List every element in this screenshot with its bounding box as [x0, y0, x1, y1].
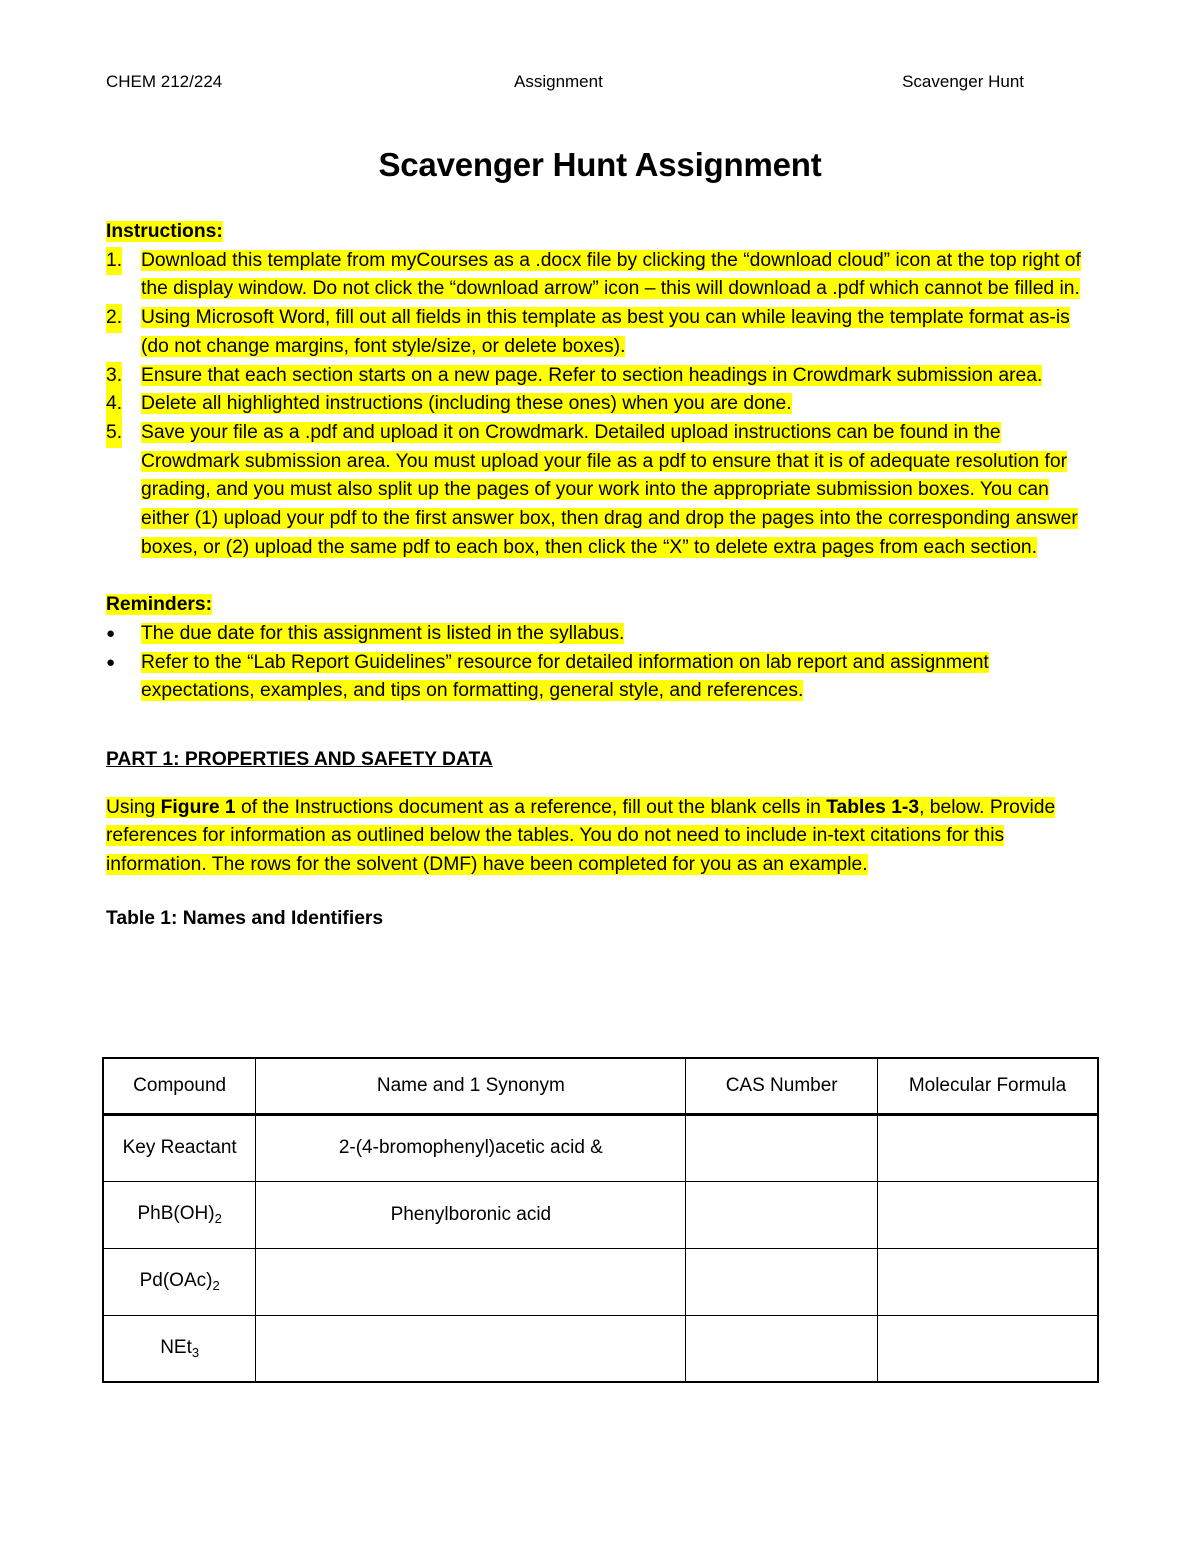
reminders-list [106, 620, 1100, 706]
document-title: Scavenger Hunt Assignment [378, 146, 822, 183]
table1-caption: Table 1: Names and Identifiers [106, 907, 384, 929]
cell-compound: $Pd(OAc)_2$ [103, 1248, 256, 1315]
reminder-text: Refer to the “Lab Report Guidelines” resource for detailed information on lab report and assignment expectations, examples, and tips on formatting, general style, and references. [141, 651, 989, 702]
item-number: 1. [106, 247, 122, 276]
reminders-label: Reminders: [106, 594, 213, 616]
item-text: Using Microsoft Word, fill out all fields in this template as best you can while leaving the template format as-is (do not change margins, font style/size, or delete boxes). [141, 307, 1070, 357]
header-name: Name and 1 Synonym [256, 1058, 686, 1114]
header-cas: CAS Number [686, 1058, 878, 1114]
cell-cas[interactable] [686, 1114, 878, 1181]
cell-formula[interactable] [877, 1181, 1098, 1248]
table-header-row [103, 1058, 1098, 1114]
item-text: Delete all highlighted instructions (including these ones) when you are done. [141, 393, 792, 415]
instruction-item [106, 390, 1100, 419]
instruction-item [106, 362, 1100, 391]
cell-cas[interactable] [686, 1315, 878, 1382]
part1-heading: PART 1: PROPERTIES AND SAFETY DATA [106, 748, 493, 770]
page-header [106, 72, 1024, 96]
item-text: Ensure that each section starts on a new page. Refer to section headings in Crowdmark submission area. [141, 364, 1043, 386]
header-compound: Compound [103, 1058, 256, 1114]
cell-cas[interactable] [686, 1248, 878, 1315]
cell-formula[interactable] [877, 1248, 1098, 1315]
instruction-item [106, 419, 1100, 563]
item-number: 5. [106, 419, 122, 448]
header-type: Assignment [514, 72, 603, 91]
bullet-icon: ● [106, 624, 116, 642]
item-text: Download this template from myCourses as a .docx file by clicking the “download cloud” icon at the top right of the display window. Do not click the “download arrow” icon – this will download a .pdf which cannot be filled in. [141, 249, 1081, 300]
item-number: 2. [106, 304, 122, 333]
header-course: CHEM 212/224 [106, 72, 223, 91]
cell-name[interactable]: 2-(4-bromophenyl)acetic acid & [256, 1114, 686, 1181]
instruction-item [106, 247, 1100, 304]
document-body [106, 218, 1100, 933]
table-row [103, 1181, 1098, 1248]
reminder-text: The due date for this assignment is listed in the syllabus. [141, 622, 625, 644]
table-row [103, 1315, 1098, 1382]
part1-intro: Using Figure 1 of the Instructions document as a reference, fill out the blank cells in Tables 1-3, below. Provide references for information as outlined below the tables. You do not need to include in-text citations for this information. The rows for the solvent (DMF) have been completed for you as an example. [106, 796, 1056, 876]
cell-cas[interactable] [686, 1181, 878, 1248]
table1 [102, 1057, 1099, 1383]
instructions-list [106, 247, 1100, 563]
header-formula: Molecular Formula [877, 1058, 1098, 1114]
cell-name[interactable] [256, 1248, 686, 1315]
reminder-item [106, 620, 1100, 649]
item-number: 4. [106, 390, 122, 419]
cell-compound: $PhB(OH)_2$ [103, 1181, 256, 1248]
cell-formula[interactable] [877, 1114, 1098, 1181]
cell-name[interactable]: Phenylboronic acid [256, 1181, 686, 1248]
cell-name[interactable] [256, 1315, 686, 1382]
header-topic: Scavenger Hunt [902, 72, 1024, 91]
cell-compound: NEt$_3$ [103, 1315, 256, 1382]
cell-formula[interactable] [877, 1315, 1098, 1382]
cell-compound: Key Reactant [103, 1114, 256, 1181]
instruction-item [106, 304, 1100, 361]
bullet-icon: ● [106, 653, 116, 671]
item-number: 3. [106, 362, 122, 391]
table-row [103, 1114, 1098, 1181]
reminder-item [106, 649, 1100, 706]
item-text: Save your file as a .pdf and upload it on Crowdmark. Detailed upload instructions can be found in the Crowdmark submission area. You must upload your file as a pdf to ensure that it is of adequate resolution for grading, and you must also split up the pages of your work into the appropriate submission boxes. You can either (1) upload your pdf to the first answer box, then drag and drop the pages into the corresponding answer boxes, or (2) upload the same pdf to each box, then click the “X” to delete extra pages from each section. [141, 421, 1078, 558]
instructions-label: Instructions: [106, 221, 223, 242]
table-row [103, 1248, 1098, 1315]
